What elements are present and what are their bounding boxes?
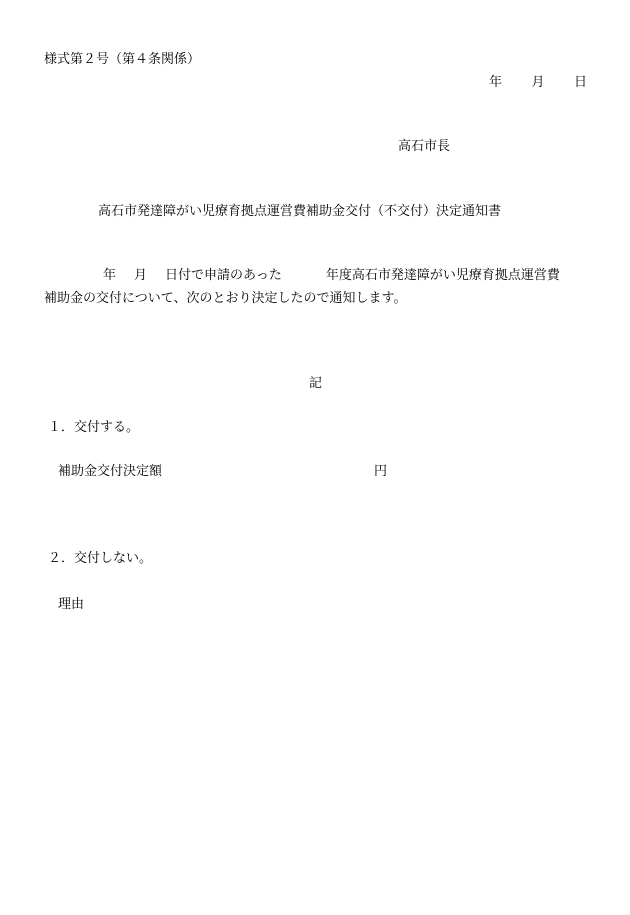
ki-heading: 記 [309,376,323,391]
date-year-label: 年 [489,75,503,90]
body-year-label: 年 [103,268,117,283]
date-line [489,75,587,91]
reason-label: 理由 [58,597,85,612]
body-line-1 [103,268,560,284]
body-line-2: 補助金の交付について、次のとおり決定したので通知します。 [44,291,407,306]
amount-line [58,464,387,480]
body-fiscal-text: 年度高石市発達障がい児療育拠点運営費 [325,268,560,283]
document-title: 高石市発達障がい児療育拠点運営費補助金交付（不交付）決定通知書 [98,204,502,219]
recipient: 高石市長 [398,139,451,154]
date-month-label: 月 [531,75,545,90]
amount-unit: 円 [374,464,388,479]
item-no-grant: ２．交付しない。 [48,551,153,566]
body-day-label: 日付で申請のあった [165,268,282,283]
form-number: 様式第２号（第４条関係） [44,52,201,67]
date-day-label: 日 [573,75,587,90]
item-grant: １．交付する。 [48,420,140,435]
body-month-label: 月 [134,268,148,283]
amount-label: 補助金交付決定額 [58,464,163,479]
